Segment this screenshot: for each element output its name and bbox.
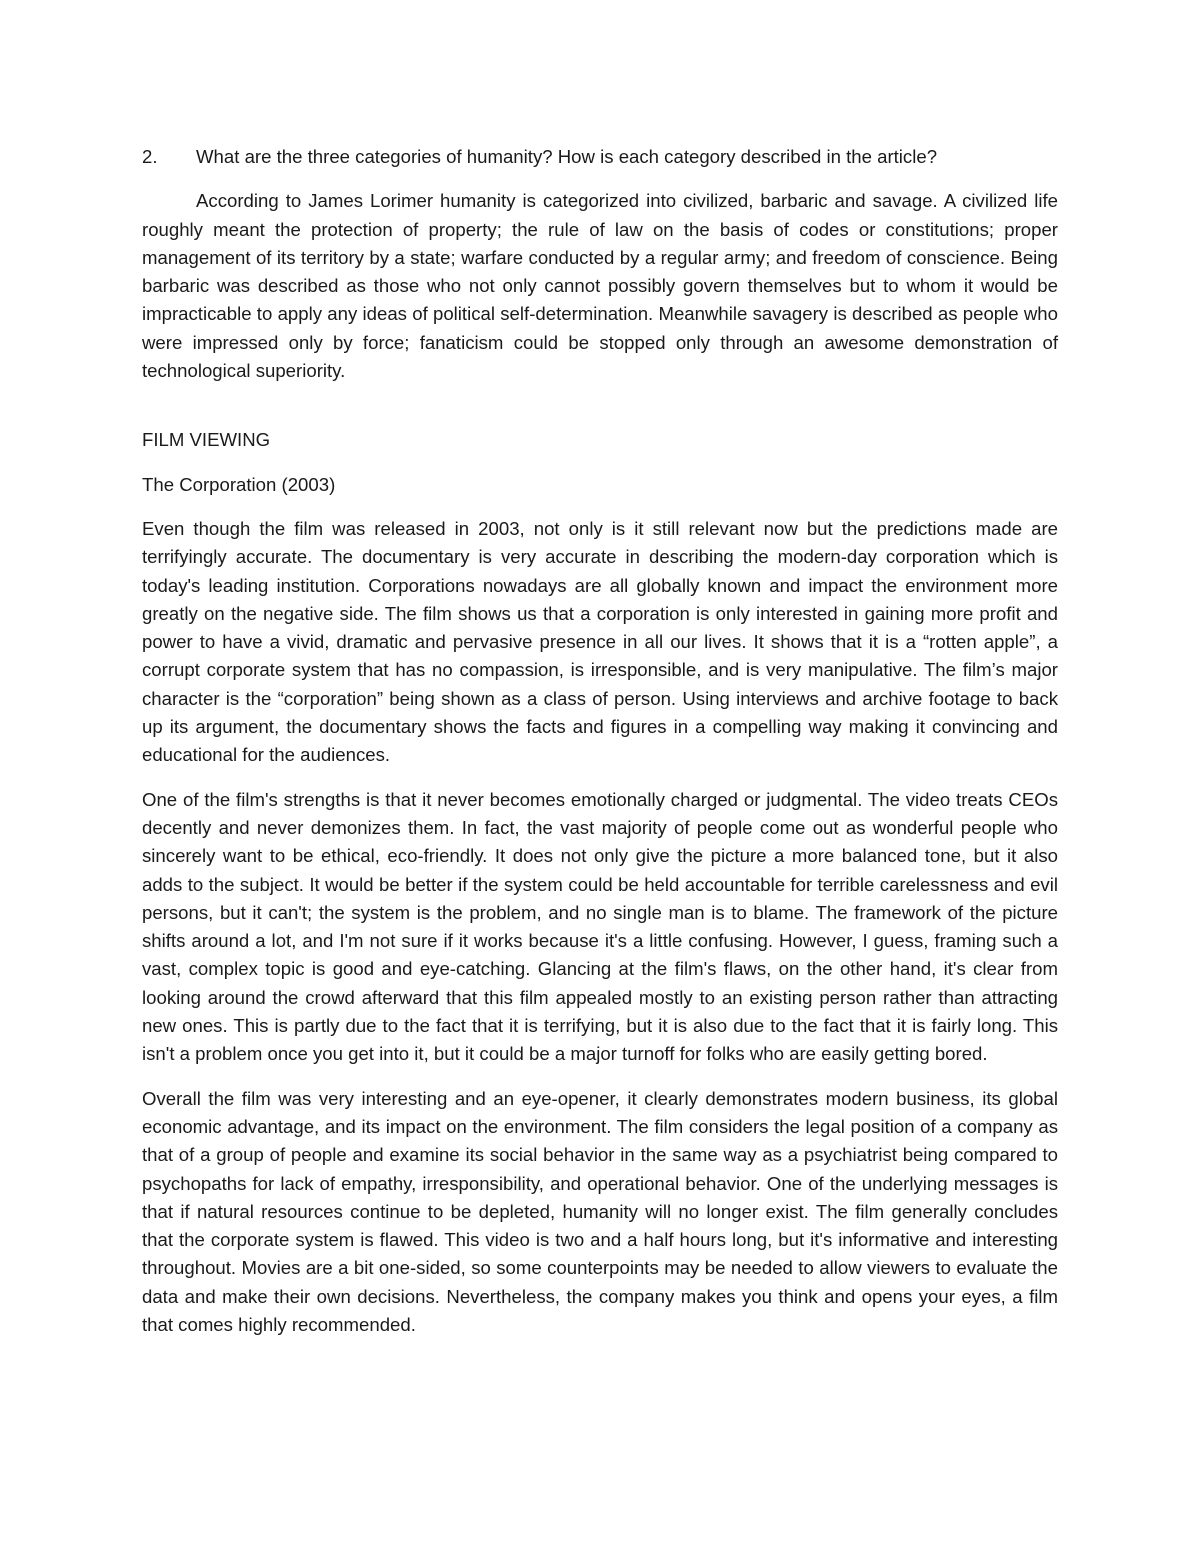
question-text: What are the three categories of humanity? How is each category described in the article? — [196, 146, 938, 167]
film-title: The Corporation (2003) — [142, 473, 336, 495]
question-number: 2. — [142, 146, 158, 167]
review-paragraph-1: Even though the film was released in 2003, not only is it still relevant now but the predictions made are terrifyingly accurate. The documentary is very accurate in describing the modern-day corporation which is today's leading institution. Corporations nowadays are all globally known and impact the environment more greatly on the negative side. The film shows us that a corporation is only interested in gaining more profit and power to have a vivid, dramatic and pervasive presence in all our lives. It shows that it is a “rotten apple”, a corrupt corporate system that has no compassion, is irresponsible, and is very manipulative. The film’s major character is the “corporation” being shown as a class of person. Using interviews and archive footage to back up its argument, the documentary shows the facts and figures in a compelling way making it convincing and educational for the audiences. — [142, 517, 1058, 766]
question-item — [142, 143, 1058, 171]
review-paragraph-2: One of the film's strengths is that it never becomes emotionally charged or judgmental. The video treats CEOs decently and never demonizes them. In fact, the vast majority of people come out as wonderful people who sincerely want to be ethical, eco-friendly. It does not only give the picture a more balanced tone, but it also adds to the subject. It would be better if the system could be held accountable for terrible carelessness and evil persons, but it can't; the system is the problem, and no single man is to blame. The framework of the picture shifts around a lot, and I'm not sure if it works because it's a little confusing. However, I guess, framing such a vast, complex topic is good and eye-catching. Glancing at the film's flaws, on the other hand, it's clear from looking around the crowd afterward that this film appealed mostly to an existing person rather than attracting new ones. This is partly due to the fact that it is terrifying, but it is also due to the fact that it is fairly long. This isn't a problem once you get into it, but it could be a major turnoff for folks who are easily getting bored. — [142, 788, 1058, 1065]
answer-paragraph: According to James Lorimer humanity is categorized into civilized, barbaric and savage. A civilized life roughly meant the protection of property; the rule of law on the basis of codes or constitutions; proper management of its territory by a state; warfare conducted by a regular army; and freedom of conscience. Being barbaric was described as those who not only cannot possibly govern themselves but to whom it would be impracticable to apply any ideas of political self-determination. Meanwhile savagery is described as people who were impressed only by force; fanaticism could be stopped only through an awesome demonstration of technological superiority. — [142, 190, 1058, 382]
section-heading: FILM VIEWING — [142, 429, 271, 451]
review-paragraph-3: Overall the film was very interesting and an eye-opener, it clearly demonstrates modern business, its global economic advantage, and its impact on the environment. The film considers the legal position of a company as that of a group of people and examine its social behavior in the same way as a psychiatrist being compared to psychopaths for lack of empathy, irresponsibility, and operational behavior. One of the underlying messages is that if natural resources continue to be depleted, humanity will no longer exist. The film generally concludes that the corporate system is flawed. This video is two and a half hours long, but it's informative and interesting throughout. Movies are a bit one-sided, so some counterpoints may be needed to allow viewers to evaluate the data and make their own decisions. Nevertheless, the company makes you think and opens your eyes, a film that comes highly recommended. — [142, 1087, 1058, 1335]
document-body — [142, 143, 1058, 1355]
